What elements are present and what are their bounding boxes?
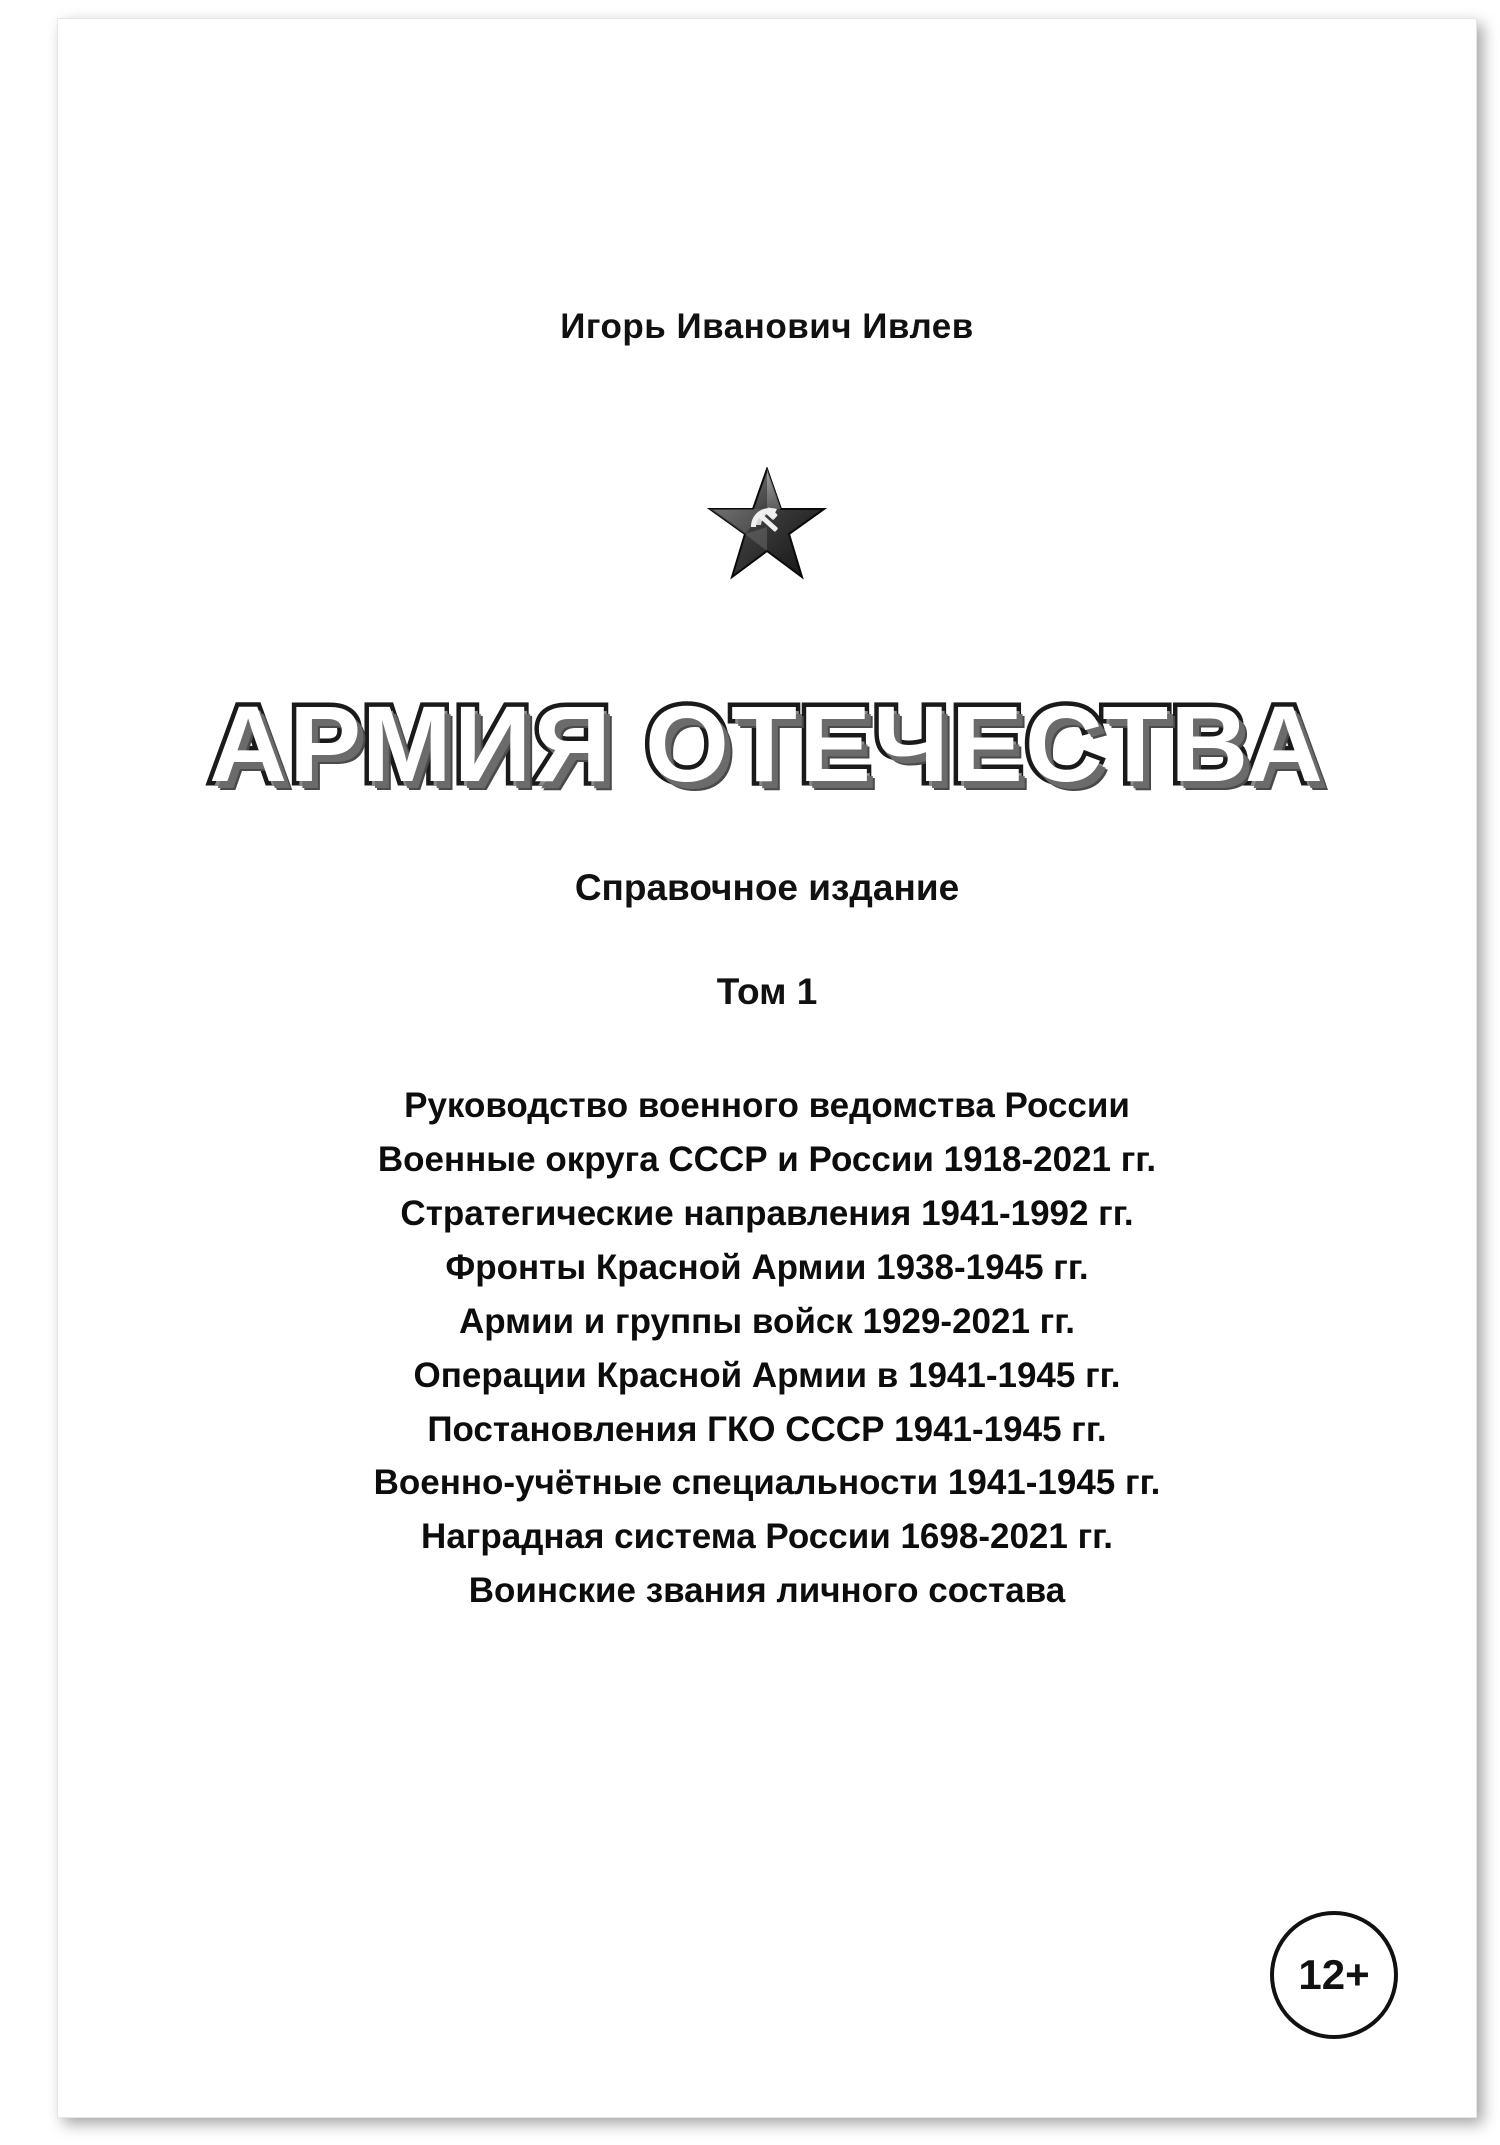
contents-item: Армии и группы войск 1929-2021 гг. (458, 1301, 1076, 1341)
contents-item: Военно-учётные специальности 1941-1945 гг. (373, 1463, 1161, 1503)
contents-item: Постановления ГКО СССР 1941-1945 гг. (427, 1409, 1107, 1449)
soviet-star-icon (707, 467, 827, 583)
book-cover (57, 18, 1477, 2118)
contents-item: Стратегические направления 1941-1992 гг. (400, 1193, 1134, 1233)
contents-item: Наградная система России 1698-2021 гг. (421, 1517, 1113, 1557)
cover-content (58, 19, 1476, 2117)
contents-item: Операции Красной Армии в 1941-1945 гг. (413, 1355, 1121, 1395)
contents-item: Воинские звания личного состава (468, 1571, 1066, 1611)
page-title: АРМИЯ ОТЕЧЕСТВА (209, 683, 1325, 804)
subtitle: Справочное издание (574, 867, 960, 909)
contents-item: Фронты Красной Армии 1938-1945 гг. (445, 1247, 1089, 1287)
age-rating-badge: 12+ (1270, 1911, 1398, 2039)
volume-label: Том 1 (716, 971, 818, 1013)
contents-item: Руководство военного ведомства России (404, 1086, 1130, 1126)
contents-item: Военные округа СССР и России 1918-2021 гг. (377, 1140, 1157, 1180)
author-name: Игорь Иванович Ивлев (560, 307, 974, 346)
contents-list (58, 1079, 1476, 1618)
